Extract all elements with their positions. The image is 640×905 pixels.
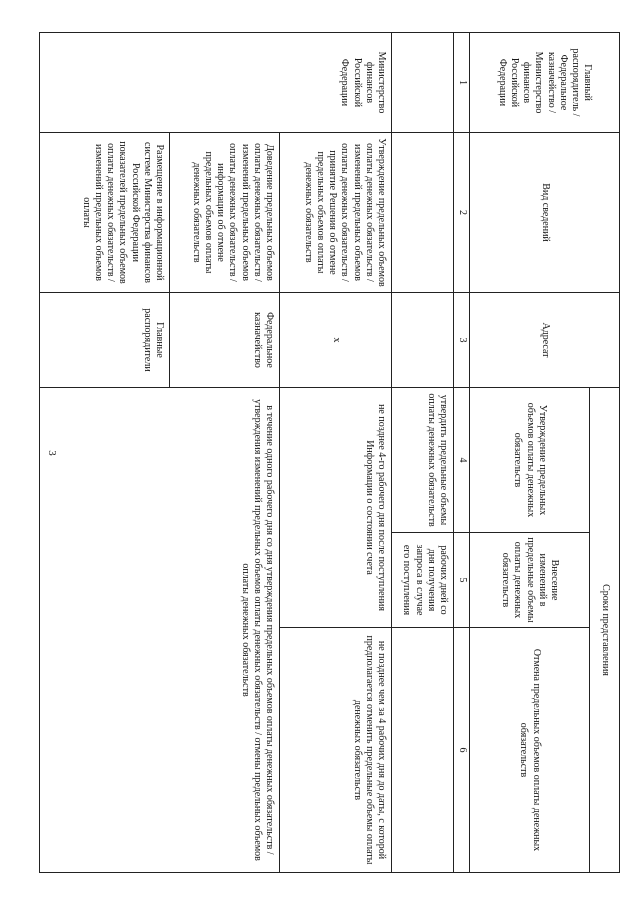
table-cell: х [280,293,392,388]
column-number: 4 [454,388,470,533]
page-number: 3 [46,450,58,456]
table-cell [392,33,454,133]
table-cell: утвердить предельные объемы оплаты денежных обязательств [392,388,454,533]
column-number: 3 [454,293,470,388]
header-row [590,33,620,873]
table-row [280,33,392,873]
table-cell: не позднее 4-го рабочего дня после поступления Информации о состоянии счета [280,388,392,628]
table-cell: Доведение предельных объемов оплаты денежных обязательств / изменений предельных объемов оплаты денежных обязательств / информации об отмене предельных объемов оплаты денежных обязательств [170,133,280,293]
table-row [392,33,454,873]
table-cell: Главные распорядители [40,293,170,388]
header-distributor: Главный распорядитель / Федеральное казначейство / Министерство финансов Российской Федерации [470,33,620,133]
document-sheet [40,32,620,872]
table-cell: Утверждение предельных объемов оплаты денежных обязательств / изменений предельных объемов оплаты денежных обязательств / принятие Решения об отмене предельных объемов оплаты денежных обязательств [280,133,392,293]
table-cell: Размещение в информационной системе Министерства финансов Российской Федерации показателей предельных объемов оплаты денежных обязательств / изменений предельных объемов оплаты [40,133,170,293]
header-changes: Внесение изменений в предельные объемы оплаты денежных обязательств [470,533,590,628]
table-cell-ministry: Министерство финансов Российской Федерации [40,33,392,133]
column-number: 2 [454,133,470,293]
header-cancellation: Отмена предельных объемов оплаты денежных обязательств [470,628,590,873]
header-approval: Утверждение предельных объемов оплаты денежных обязательств [470,388,590,533]
column-number: 5 [454,533,470,628]
table-cell [392,293,454,388]
column-number: 6 [454,628,470,873]
header-deadlines-group: Сроки представления [590,388,620,873]
table-cell [392,628,454,873]
table-cell [392,133,454,293]
deadlines-table [39,32,620,873]
table-cell: не позднее чем за 4 рабочих дня до даты, с которой предполагается отменить предельные объемы оплаты денежных обязательств [280,628,392,873]
table-cell: в течение одного рабочего дня со дня утверждения предельных объемов оплаты денежных обязательств / утверждения изменений предельных объемов оплаты денежных обязательств / отмены предельных объемов оплаты денежных обязательств [40,388,280,873]
column-number: 1 [454,33,470,133]
table-row [170,33,280,873]
column-number-row [454,33,470,873]
table-cell: рабочих дней со дня получения запроса в случае его поступления [392,533,454,628]
header-addressee: Адресат [470,293,620,388]
table-cell: Федеральное казначейство [170,293,280,388]
header-info-type: Вид сведений [470,133,620,293]
